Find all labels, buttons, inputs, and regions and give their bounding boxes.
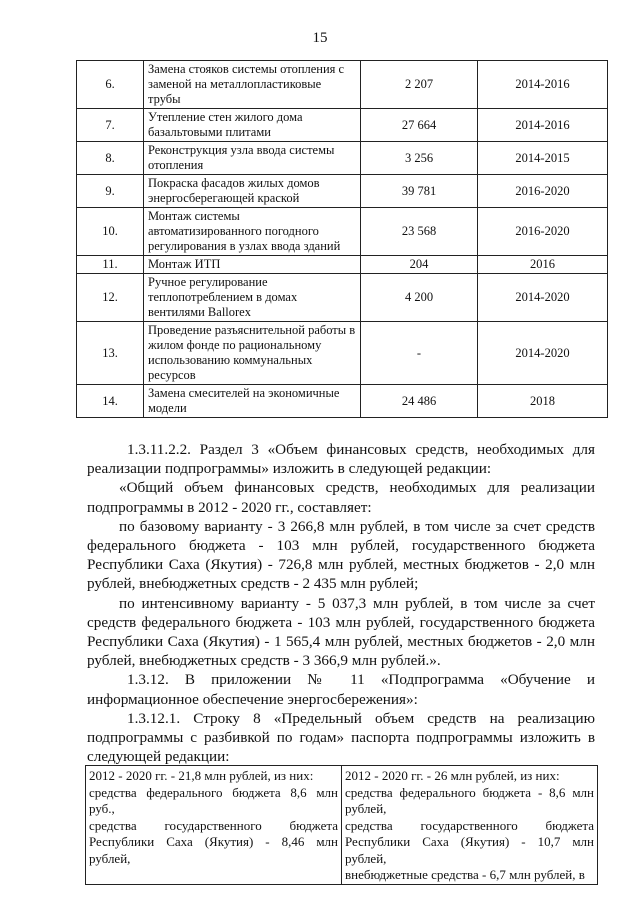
- measure-period: 2018: [478, 385, 608, 418]
- measure-period: 2014-2020: [478, 322, 608, 385]
- paragraph-appendix-11-b: информационное обеспечение энергосбережения»:: [87, 690, 418, 708]
- new-state: средства государственного бюджета Республики Саха (Якутия) - 10,7 млн рублей,: [345, 817, 594, 866]
- measure-period: 2014-2020: [478, 274, 608, 322]
- measure-name: Проведение разъяснительной работы в жилом фонде по рациональному использованию коммунальных ресурсов: [144, 322, 361, 385]
- measure-period: 2016-2020: [478, 175, 608, 208]
- paragraph-appendix-11-a: 1.3.12. В приложении № 11 «Подпрограмма «Обучение и: [127, 671, 595, 689]
- measure-value: 27 664: [361, 109, 478, 142]
- measure-value: 204: [361, 256, 478, 274]
- old-total: 2012 - 2020 гг. - 21,8 млн рублей, из них:: [89, 768, 314, 783]
- new-extrabudget: внебюджетные средства - 6,7 млн рублей, в: [345, 867, 585, 882]
- paragraph-section-3: 1.3.11.2.2. Раздел 3 «Объем финансовых средств, необходимых для реализации подпрограммы» изложить в следующей редакции:: [87, 441, 595, 478]
- measure-period: 2014-2016: [478, 61, 608, 109]
- measure-name: Реконструкция узла ввода системы отопления: [144, 142, 361, 175]
- table-row: [77, 256, 608, 274]
- old-federal: средства федерального бюджета 8,6 млн руб.,: [89, 784, 338, 816]
- new-total: 2012 - 2020 гг. - 26 млн рублей, из них:: [345, 768, 560, 783]
- row-number: 12.: [77, 274, 144, 322]
- measure-period: 2014-2015: [478, 142, 608, 175]
- paragraph-total-volume: «Общий объем финансовых средств, необходимых для реализации подпрограммы в 2012 - 2020 гг., составляет:: [87, 479, 595, 516]
- measure-period: 2014-2016: [478, 109, 608, 142]
- row-number: 10.: [77, 208, 144, 256]
- funding-new-cell: [342, 766, 598, 885]
- measure-name: Ручное регулирование теплопотреблением в домах вентилями Ballorex: [144, 274, 361, 322]
- measure-value: 4 200: [361, 274, 478, 322]
- measure-name: Замена смесителей на экономичные модели: [144, 385, 361, 418]
- paragraph-intensive-variant: по интенсивному варианту - 5 037,3 млн рублей, в том числе за счет средств федерального бюджета - 103 млн рублей, государственного бюджета Республики Саха (Якутия) - 1 565,4 млн рублей, местных бюджетов - 2,0 млн рублей, внебюджетных средств - 3 366,9 млн рублей.».: [87, 594, 595, 670]
- measure-period: 2016-2020: [478, 208, 608, 256]
- measure-value: 23 568: [361, 208, 478, 256]
- measure-name: Покраска фасадов жилых домов энергосберегающей краской: [144, 175, 361, 208]
- old-state: средства государственного бюджета Республики Саха (Якутия) - 8,46 млн рублей,: [89, 817, 338, 866]
- paragraph-base-variant: по базовому варианту - 3 266,8 млн рублей, в том числе за счет средств федерального бюджета - 103 млн рублей, государственного бюджета Республики Саха (Якутия) - 726,8 млн рублей, местных бюджетов - 2,0 млн рублей, внебюджетных средств - 2 435 млн рублей;: [87, 517, 595, 593]
- measure-value: -: [361, 322, 478, 385]
- table-row: [77, 385, 608, 418]
- row-number: 11.: [77, 256, 144, 274]
- row-number: 6.: [77, 61, 144, 109]
- measure-name: Монтаж ИТП: [144, 256, 361, 274]
- measure-period: 2016: [478, 256, 608, 274]
- page-number: 15: [312, 30, 328, 46]
- measure-value: 39 781: [361, 175, 478, 208]
- row-number: 13.: [77, 322, 144, 385]
- funding-comparison-table: [85, 765, 598, 885]
- row-number: 9.: [77, 175, 144, 208]
- table-row: [77, 61, 608, 109]
- row-number: 14.: [77, 385, 144, 418]
- measure-name: Замена стояков системы отопления с заменой на металлопластиковые трубы: [144, 61, 361, 109]
- table-row: [77, 274, 608, 322]
- table-row: [77, 109, 608, 142]
- table-row: [77, 142, 608, 175]
- table-row: [77, 208, 608, 256]
- table-row: [77, 175, 608, 208]
- new-federal: средства федерального бюджета - 8,6 млн рублей,: [345, 784, 594, 816]
- measure-value: 24 486: [361, 385, 478, 418]
- row-number: 8.: [77, 142, 144, 175]
- body-text: [87, 440, 595, 766]
- paragraph-row-8: 1.3.12.1. Строку 8 «Предельный объем средств на реализацию подпрограммы с разбивкой по годам» паспорта подпрограммы изложить в следующей редакции:: [87, 709, 595, 766]
- measures-table: [76, 60, 608, 418]
- row-number: 7.: [77, 109, 144, 142]
- measure-value: 3 256: [361, 142, 478, 175]
- measure-name: Монтаж системы автоматизированного погодного регулирования в узлах ввода зданий: [144, 208, 361, 256]
- measure-name: Утепление стен жилого дома базальтовыми плитами: [144, 109, 361, 142]
- table-row: [77, 322, 608, 385]
- funding-old-cell: [86, 766, 342, 885]
- measure-value: 2 207: [361, 61, 478, 109]
